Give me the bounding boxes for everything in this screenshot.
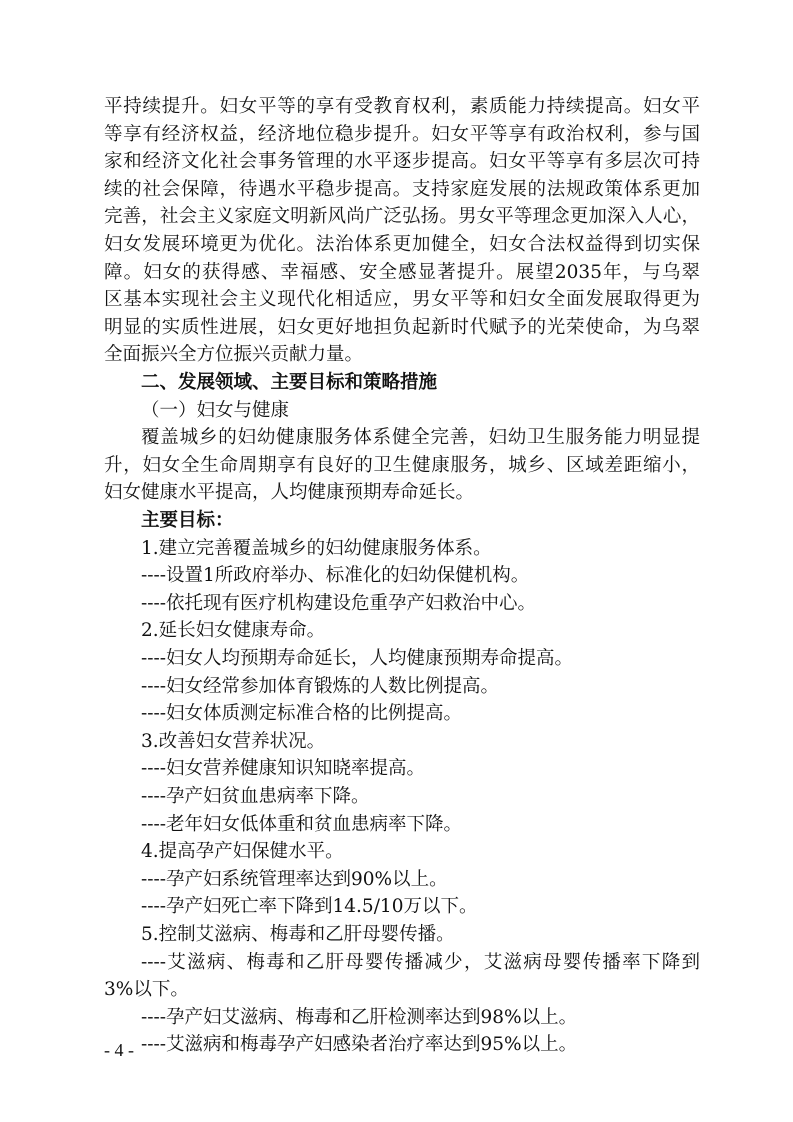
intro-line: 障。妇女的获得感、幸福感、安全感显著提升。展望2035年，与乌翠	[104, 261, 700, 283]
goal-item: 3.改善妇女营养状况。	[141, 730, 326, 752]
goal-item: ----老年妇女低体重和贫血患病率下降。	[141, 813, 463, 835]
page-number: - 4 -	[104, 1040, 134, 1060]
health-line: 升，妇女全生命周期享有良好的卫生健康服务，城乡、区域差距缩小，	[104, 454, 700, 476]
goal-item: ----艾滋病和梅毒孕产妇感染者治疗率达到95%以上。	[141, 1034, 578, 1056]
goal-item: 5.控制艾滋病、梅毒和乙肝母婴传播。	[141, 924, 455, 945]
intro-line: 妇女发展环境更为优化。法治体系更加健全，妇女合法权益得到切实保	[104, 234, 700, 255]
intro-line: 明显的实质性进展，妇女更好地担负起新时代赋予的光荣使命，为乌翠	[104, 316, 700, 338]
intro-line: 完善，社会主义家庭文明新风尚广泛弘扬。男女平等理念更加深入人心，	[104, 206, 700, 228]
intro-line: 区基本实现社会主义现代化相适应，男女平等和妇女全面发展取得更为	[104, 289, 700, 311]
goal-item: ----设置1所政府举办、标准化的妇幼保健机构。	[141, 565, 530, 587]
intro-line: 全面振兴全方位振兴贡献力量。	[104, 344, 364, 366]
goal-item: ----孕产妇艾滋病、梅毒和乙肝检测率达到98%以上。	[141, 1006, 578, 1028]
goal-item: ----孕产妇系统管理率达到90%以上。	[141, 868, 448, 890]
health-line: 妇女健康水平提高，人均健康预期寿命延长。	[104, 482, 475, 504]
intro-line: 续的社会保障，待遇水平稳步提高。支持家庭发展的法规政策体系更加	[104, 178, 700, 200]
goal-item: ----妇女体质测定标准合格的比例提高。	[141, 703, 463, 725]
goal-item: 3%以下。	[104, 979, 189, 1001]
goal-item: ----孕产妇贫血患病率下降。	[141, 786, 370, 807]
goal-item: 4.提高孕产妇保健水平。	[141, 841, 344, 863]
subsection-heading: （一）妇女与健康	[141, 399, 290, 421]
intro-line: 平持续提升。妇女平等的享有受教育权利，素质能力持续提高。妇女平	[104, 96, 700, 117]
goal-item: ----妇女营养健康知识知晓率提高。	[141, 758, 426, 780]
goal-item: ----孕产妇死亡率下降到14.5/10万以下。	[141, 896, 478, 918]
goal-item: 1.建立完善覆盖城乡的妇幼健康服务体系。	[141, 537, 492, 559]
intro-line: 家和经济文化社会事务管理的水平逐步提高。妇女平等享有多层次可持	[104, 151, 700, 173]
goal-item: ----妇女经常参加体育锻炼的人数比例提高。	[141, 675, 500, 697]
goal-item: ----依托现有医疗机构建设危重孕产妇救治中心。	[141, 592, 537, 614]
health-line: 覆盖城乡的妇幼健康服务体系健全完善，妇幼卫生服务能力明显提	[141, 427, 700, 449]
goal-item: 2.延长妇女健康寿命。	[141, 620, 326, 642]
goals-label: 主要目标：	[141, 510, 234, 531]
goal-item: ----妇女人均预期寿命延长，人均健康预期寿命提高。	[141, 648, 574, 669]
goal-item: ----艾滋病、梅毒和乙肝母婴传播减少，艾滋病母婴传播率下降到	[141, 951, 700, 973]
intro-line: 等享有经济权益，经济地位稳步提升。妇女平等享有政治权利，参与国	[104, 123, 700, 145]
section-heading: 二、发展领域、主要目标和策略措施	[141, 372, 438, 393]
